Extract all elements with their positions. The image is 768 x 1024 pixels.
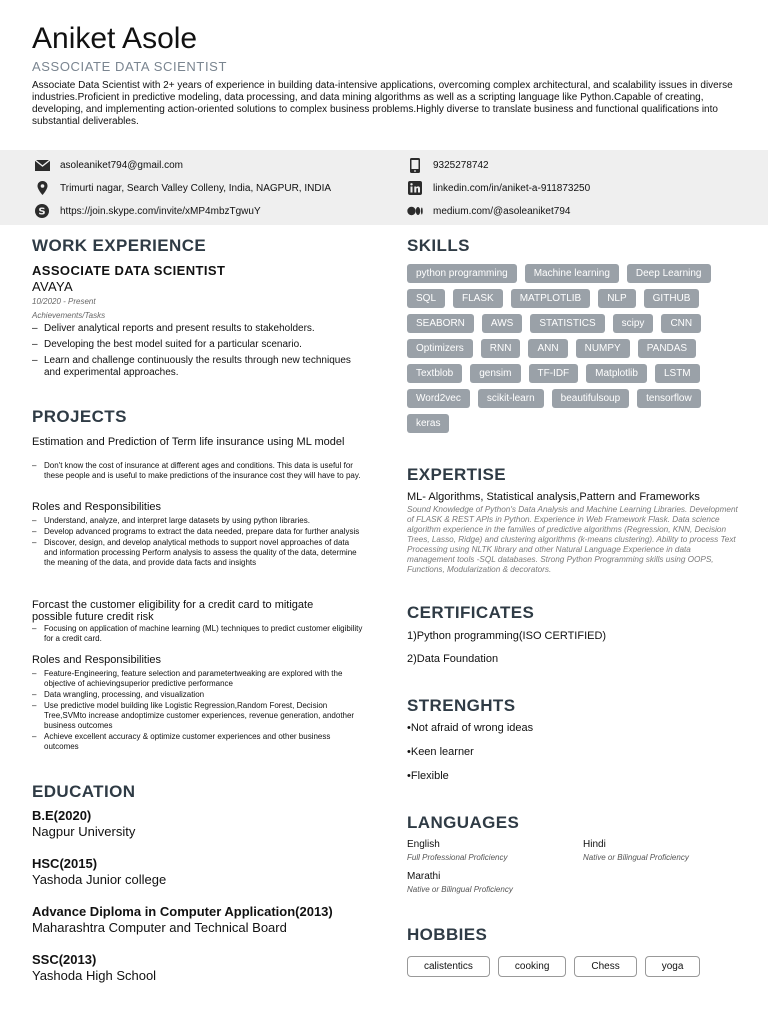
certificate-item: 2)Data Foundation	[407, 653, 499, 665]
contact-address	[34, 180, 331, 196]
list-item: – Don't know the cost of insurance at different ages and conditions. This data is useful for these people and is useful to make predictions of the insurance cost they will have to pay.	[32, 461, 364, 481]
project-2-roles	[32, 669, 364, 753]
skill-tag: CNN	[661, 314, 701, 333]
location-pin-icon	[34, 181, 50, 195]
envelope-icon	[34, 158, 50, 172]
linkedin-icon	[407, 181, 423, 195]
list-item: – Achieve excellent accuracy & optimize customer experiences and other business outcomes	[32, 732, 364, 752]
skill-tag: NUMPY	[576, 339, 630, 358]
company-name: AVAYA	[32, 279, 73, 294]
skype-text: https://join.skype.com/invite/xMP4mbzTgwuY	[60, 205, 261, 217]
project-1-roles	[32, 516, 364, 569]
contact-phone[interactable]	[407, 157, 489, 173]
svg-text:S: S	[38, 206, 46, 218]
address-text: Trimurti nagar, Search Valley Colleny, India, NAGPUR, INDIA	[60, 182, 332, 194]
email-text: asoleaniket794@gmail.com	[60, 159, 183, 171]
project-1-bullets	[32, 461, 364, 482]
candidate-name: Aniket Asole	[32, 22, 198, 55]
hobby-tag: Chess	[574, 956, 636, 977]
expertise-description: Sound Knowledge of Python's Data Analysis and Machine Learning Libraries. Development of FLASK & REST APIs in Python. Experience in Web Framework Flask. Data science algorithm experience in the families of predictive algorithms (Regression, KNN, Decision Trees, Lasso, Ridge) and clustering algorithms (k-means clustering). Ability to process Text Processing using NLTK library and other Natural Language Experience in data management tools -SQL databases. Strong Python Programming skills using OOPS, Functions, Modularization & decorators.	[407, 505, 738, 574]
skill-tag: Deep Learning	[627, 264, 711, 283]
language-name: English	[407, 839, 440, 850]
medium-icon	[407, 204, 423, 218]
list-item: – Deliver analytical reports and present results to stakeholders.	[32, 323, 364, 335]
contact-medium[interactable]	[407, 203, 570, 219]
skill-tag: RNN	[481, 339, 521, 358]
project-1-title: Estimation and Prediction of Term life insurance using ML model	[32, 436, 345, 448]
work-bullets	[32, 323, 364, 383]
education-degree: SSC(2013)	[32, 952, 97, 967]
skill-tag: keras	[407, 414, 449, 433]
skill-tag: GITHUB	[644, 289, 700, 308]
project-2-bullets	[32, 624, 364, 645]
language-name: Marathi	[407, 871, 441, 882]
education-school: Yashoda Junior college	[32, 872, 167, 887]
languages-heading: LANGUAGES	[407, 813, 520, 832]
skill-tag: Word2vec	[407, 389, 470, 408]
skill-tag: scikit-learn	[478, 389, 544, 408]
hobby-tag: cooking	[498, 956, 566, 977]
list-item: – Feature-Engineering, feature selection and parametertweaking are explored with the objective of achievingsuperior predictive performance	[32, 669, 364, 689]
project-2-roles-label: Roles and Responsibilities	[32, 654, 162, 666]
hobbies-heading: HOBBIES	[407, 925, 488, 944]
skill-tag: Matplotlib	[586, 364, 647, 383]
list-item: – Focusing on application of machine learning (ML) techniques to predict customer eligibility for a credit card.	[32, 624, 364, 644]
education-school: Yashoda High School	[32, 968, 157, 983]
candidate-role: ASSOCIATE DATA SCIENTIST	[32, 59, 227, 74]
language-level: Full Professional Proficiency	[407, 853, 508, 862]
project-2-title: Forcast the customer eligibility for a credit card to mitigate possible future credit risk	[32, 599, 314, 623]
hobbies-list	[407, 956, 700, 977]
skill-tag: FLASK	[453, 289, 503, 308]
list-item: – Develop advanced programs to extract the data needed, prepare data for further analysis	[32, 527, 364, 537]
certificate-item: 1)Python programming(ISO CERTIFIED)	[407, 630, 607, 642]
skill-tag: scipy	[613, 314, 654, 333]
language-level: Native or Bilingual Proficiency	[407, 885, 513, 894]
education-school: Nagpur University	[32, 824, 136, 839]
list-item: – Developing the best model suited for a particular scenario.	[32, 339, 364, 351]
skill-tag: gensim	[470, 364, 520, 383]
strength-item: •Keen learner	[407, 746, 474, 758]
education-degree: Advance Diploma in Computer Application(2013)	[32, 904, 333, 919]
contact-bar	[0, 150, 768, 225]
education-degree: HSC(2015)	[32, 856, 98, 871]
skill-tag: Optimizers	[407, 339, 473, 358]
project-1-roles-label: Roles and Responsibilities	[32, 501, 162, 513]
skill-tag: SQL	[407, 289, 445, 308]
language-name: Hindi	[583, 839, 606, 850]
projects-heading: PROJECTS	[32, 407, 127, 426]
achievements-label: Achievements/Tasks	[32, 311, 106, 320]
medium-text: medium.com/@asoleaniket794	[433, 205, 571, 217]
skill-tag: NLP	[598, 289, 635, 308]
list-item: – Data wrangling, processing, and visualization	[32, 690, 364, 700]
skill-tag: AWS	[482, 314, 522, 333]
phone-icon	[407, 158, 423, 172]
work-heading: WORK EXPERIENCE	[32, 236, 207, 255]
skill-tag: TF-IDF	[529, 364, 579, 383]
skill-tag: ANN	[528, 339, 567, 358]
language-level: Native or Bilingual Proficiency	[583, 853, 689, 862]
job-title: ASSOCIATE DATA SCIENTIST	[32, 263, 226, 278]
skill-tag: SEABORN	[407, 314, 474, 333]
contact-email[interactable]	[34, 157, 183, 173]
expertise-heading: EXPERTISE	[407, 465, 507, 484]
skype-icon	[34, 204, 50, 218]
certificates-heading: CERTIFICATES	[407, 603, 535, 622]
phone-text: 9325278742	[433, 159, 489, 171]
skill-tag: Machine learning	[525, 264, 619, 283]
skill-tag: MATPLOTLIB	[511, 289, 591, 308]
strength-item: •Flexible	[407, 770, 449, 782]
skill-tag: STATISTICS	[530, 314, 604, 333]
skill-tag: Textblob	[407, 364, 462, 383]
skill-tag: python programming	[407, 264, 517, 283]
skill-tag: tensorflow	[637, 389, 701, 408]
education-degree: B.E(2020)	[32, 808, 92, 823]
summary-text: Associate Data Scientist with 2+ years of experience in building data-intensive applications, overcoming complex architectural, and scalability issues in diverse industries.Proficient in predictive modeling, data processing, and data mining algorithms as well as a scripting language like Python.Capable of creating, developing, and implementing action-oriented solutions to complex business problems.Highly diverse to translate business and functional qualifications into substantial deliverables.	[32, 80, 733, 127]
skill-tag: LSTM	[655, 364, 700, 383]
list-item: – Learn and challenge continuously the results through new techniques and experimental approaches.	[32, 355, 364, 379]
contact-linkedin[interactable]	[407, 180, 590, 196]
job-dates: 10/2020 - Present	[32, 297, 96, 306]
hobby-tag: yoga	[645, 956, 701, 977]
hobby-tag: calistentics	[407, 956, 490, 977]
skills-list	[407, 264, 747, 433]
expertise-subtitle: ML- Algorithms, Statistical analysis,Pattern and Frameworks	[407, 491, 700, 503]
strength-item: •Not afraid of wrong ideas	[407, 722, 534, 734]
list-item: – Use predictive model building like Logistic Regression,Random Forest, Decision Tree,SVMto increase andoptimize customer experiences, revenue generation, andother business outcomes	[32, 701, 364, 731]
linkedin-text: linkedin.com/in/aniket-a-911873250	[433, 182, 591, 194]
contact-skype[interactable]	[34, 203, 261, 219]
list-item: – Understand, analyze, and interpret large datasets by using python libraries.	[32, 516, 364, 526]
education-heading: EDUCATION	[32, 782, 136, 801]
strengths-heading: STRENGHTS	[407, 696, 516, 715]
skill-tag: beautifulsoup	[552, 389, 630, 408]
list-item: – Discover, design, and develop analytical methods to support novel approaches of data and information processing Perform analysis to assess the quality of the data, determine the meaning of the data, and provide data facts and insights	[32, 538, 364, 568]
education-school: Maharashtra Computer and Technical Board	[32, 920, 287, 935]
skills-heading: SKILLS	[407, 236, 470, 255]
skill-tag: PANDAS	[638, 339, 696, 358]
